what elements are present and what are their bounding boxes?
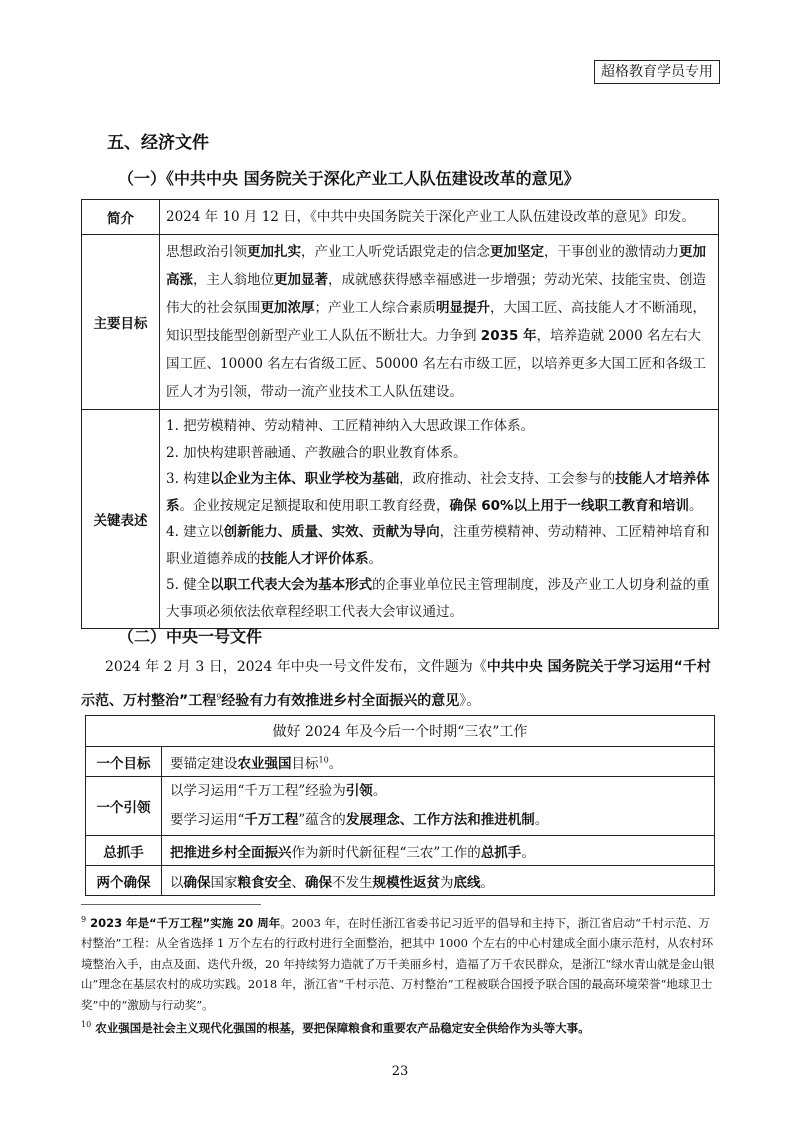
row-label: 一个目标 bbox=[86, 747, 162, 777]
table-row bbox=[86, 836, 715, 866]
row-line: 以学习运用“千万工程”经验为引领。 bbox=[170, 783, 387, 799]
table-row bbox=[82, 410, 719, 629]
row-content bbox=[160, 410, 719, 629]
footnotes bbox=[81, 910, 721, 1039]
row-content: 思想政治引领更加扎实，产业工人听党话跟党走的信念更加坚定，干事创业的激情动力更加高涨，主人翁地位更加显著，成就感获得感幸福感进一步增强；劳动光荣、技能宝贵、创造伟大的社会氛围更加浓厚；产业工人综合素质明显提升，大国工匠、高技能人才不断涌现，知识型技能型创新型产业工人队伍不断壮大。力争到 2035 年，培养造就 2000 名左右大国工匠、10000 名左右省级工匠、50000 名左右市级工匠，以培养更多大国工匠和各级工匠人才为引领，带动一流产业技术工人队伍建设。 bbox=[160, 235, 719, 410]
row-label: 一个引领 bbox=[86, 777, 162, 836]
row-label: 关键表述 bbox=[82, 410, 160, 629]
row-content: 把推进乡村全面振兴作为新时代新征程“三农”工作的总抓手。 bbox=[162, 836, 715, 866]
row-line: 要学习运用“千万工程”蕴含的发展理念、工作方法和推进机制。 bbox=[170, 812, 549, 828]
table-row bbox=[82, 235, 719, 410]
list-item: 2. 加快构建职普融通、产教融合的职业教育体系。 bbox=[166, 444, 467, 461]
row-content bbox=[162, 777, 715, 836]
list-item: 4. 建立以创新能力、质量、实效、贡献为导向，注重劳模精神、劳动精神、工匠精神培育和职业道德养成的技能人才评价体系。 bbox=[166, 524, 710, 567]
table-row bbox=[86, 866, 715, 896]
row-content: 以确保国家粮食安全、确保不发生规模性返贫为底线。 bbox=[162, 866, 715, 896]
page-number: 23 bbox=[391, 1064, 409, 1079]
subsection-title-1: （一）《中共中央 国务院关于深化产业工人队伍建设改革的意见》 bbox=[118, 169, 580, 188]
table-row bbox=[86, 777, 715, 836]
row-content: 要锚定建设农业强国目标$^{10}$。 bbox=[162, 747, 715, 777]
sannong-table bbox=[85, 715, 715, 896]
watermark-badge: 超格教育学员专用 bbox=[594, 60, 720, 84]
footnote-9: $^9$ 2023 年是“千万工程”实施 20 周年。2003 年，在时任浙江省委书记习近平的倡导和主持下，浙江省启动“千村示范、万村整治”工程：从全省选择 1 万个左右的行政村进行全面整治，把其中 1000 个左右的中心村建成全面小康示范村，从农村环境整治入手，由点及面、迭代升级，20 年持续努力造就了万千美丽乡村，造福了万千农民群众，是浙江“绿水青山就是金山银山”理念在基层农村的成功实践。2018 年，浙江省“千村示范、万村整治”工程被联合国授予联合国的最高环境荣誉“地球卫士奖”中的“激励与行动奖”。 bbox=[81, 915, 715, 1012]
list-item: 5. 健全以职工代表大会为基本形式的企事业单位民主管理制度，涉及产业工人切身利益的重大事项必须依法依章程经职工代表大会审议通过。 bbox=[166, 577, 710, 620]
row-label: 简介 bbox=[82, 200, 160, 235]
section-title: 五、经济文件 bbox=[107, 133, 209, 153]
list-item: 3. 构建以企业为主体、职业学校为基础，政府推动、社会支持、工会参与的技能人才培养体系。企业按规定足额提取和使用职工教育经费，确保 60%以上用于一线职工教育和培训。 bbox=[166, 471, 710, 514]
table-row bbox=[86, 747, 715, 777]
row-label: 主要目标 bbox=[82, 235, 160, 410]
table-title-row bbox=[86, 716, 715, 747]
row-content: 2024 年 10 月 12 日，《中共中央国务院关于深化产业工人队伍建设改革的意见》印发。 bbox=[160, 200, 719, 235]
subsection-title-2: （二）中央一号文件 bbox=[118, 627, 263, 646]
footnote-10: $^{10}$ 农业强国是社会主义现代化强国的根基，要把保障粮食和重要农产品稳定安全供给作为头等大事。 bbox=[81, 1020, 590, 1036]
body-paragraph: 2024 年 2 月 3 日，2024 年中央一号文件发布，文件题为《中共中央 国务院关于学习运用“千村示范、万村整治”工程$^9$经验有力有效推进乡村全面振兴的意见》。 bbox=[81, 659, 711, 709]
list-item: 1. 把劳模精神、劳动精神、工匠精神纳入大思政课工作体系。 bbox=[166, 418, 535, 434]
footnote-divider bbox=[81, 904, 261, 905]
row-label: 总抓手 bbox=[86, 836, 162, 866]
table-row bbox=[82, 200, 719, 235]
table-title: 做好 2024 年及今后一个时期“三农”工作 bbox=[86, 716, 715, 747]
row-label: 两个确保 bbox=[86, 866, 162, 896]
policy-table bbox=[81, 199, 719, 629]
